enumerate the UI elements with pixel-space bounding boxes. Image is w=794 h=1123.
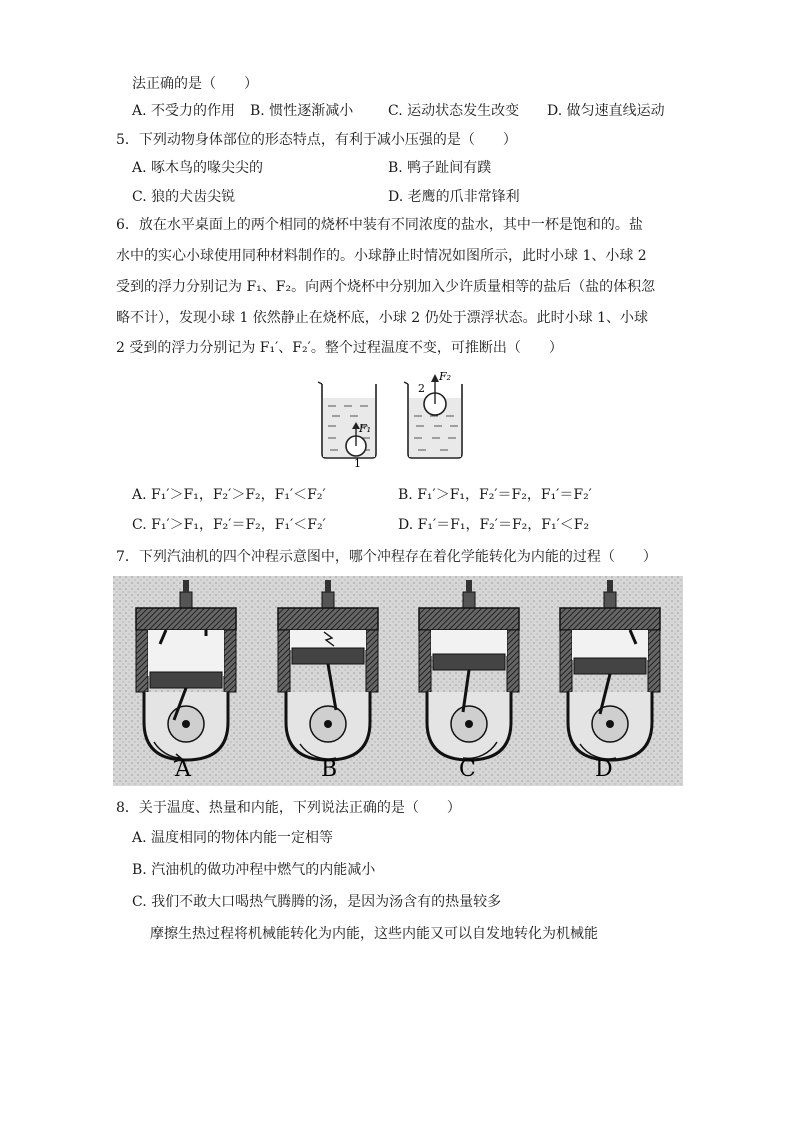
beakers-figure: [300, 368, 490, 468]
q5-option-c: C. 狼的犬齿尖锐: [132, 189, 236, 205]
q5-stem: 5．下列动物身体部位的形态特点，有利于减小压强的是（ ）: [116, 132, 517, 148]
q5-option-b: B. 鸭子趾间有蹼: [388, 160, 492, 176]
q8-option-c: C. 我们不敢大口喝热气腾腾的汤，是因为汤含有的热量较多: [132, 894, 502, 910]
q6-option-b: B. F₁′＞F₁，F₂′＝F₂，F₁′＝F₂′: [398, 487, 592, 503]
ball-2-label: 2: [418, 382, 425, 395]
q6-stem-line-5: 2 受到的浮力分别记为 F₁′、F₂′。整个过程温度不变，可推断出（ ）: [116, 340, 563, 356]
engine-d-label: D: [595, 757, 613, 782]
engine-a: [136, 580, 236, 762]
engine-strokes-figure: [113, 576, 683, 786]
q4-option-d: D. 做匀速直线运动: [547, 103, 665, 119]
force-1-label: F₁: [359, 422, 372, 435]
ball-1-label: 1: [354, 457, 361, 470]
q5-option-a: A. 啄木鸟的喙尖尖的: [132, 160, 264, 176]
q5-option-d: D. 老鹰的爪非常锋利: [388, 189, 520, 205]
q6-stem-line-1: 6．放在水平桌面上的两个相同的烧杯中装有不同浓度的盐水，其中一杯是饱和的。盐: [116, 217, 643, 233]
q8-stem: 8．关于温度、热量和内能，下列说法正确的是（ ）: [116, 800, 461, 816]
q6-stem-line-2: 水中的实心小球使用同种材料制作的。小球静止时情况如图所示，此时小球 1、小球 2: [116, 248, 647, 264]
beaker-2: [404, 370, 462, 458]
q8-option-d: 摩擦生热过程将机械能转化为内能，这些内能又可以自发地转化为机械能: [150, 926, 598, 942]
q6-stem-line-3: 受到的浮力分别记为 F₁、F₂。向两个烧杯中分别加入少许质量相等的盐后（盐的体积忽: [116, 279, 656, 295]
q6-option-a: A. F₁′＞F₁，F₂′＞F₂，F₁′＜F₂′: [132, 487, 326, 503]
q4-option-b: B. 惯性逐渐减小: [250, 103, 354, 119]
q6-option-c: C. F₁′＞F₁，F₂′＝F₂，F₁′＜F₂′: [132, 517, 326, 533]
beaker-1: [318, 382, 376, 470]
q8-option-b: B. 汽油机的做功冲程中燃气的内能减小: [132, 862, 376, 878]
engine-b-label: B: [321, 757, 338, 782]
q4-stem-tail: 法正确的是（ ）: [132, 76, 258, 92]
q6-stem-line-4: 略不计），发现小球 1 依然静止在烧杯底，小球 2 仍处于漂浮状态。此时小球 1、小球: [116, 310, 648, 326]
q7-stem: 7．下列汽油机的四个冲程示意图中，哪个冲程存在着化学能转化为内能的过程（ ）: [116, 549, 657, 565]
q4-option-a: A. 不受力的作用: [132, 103, 236, 119]
q8-option-a: A. 温度相同的物体内能一定相等: [132, 830, 334, 846]
engine-c-label: C: [459, 757, 476, 782]
force-2-label: F₂: [439, 370, 452, 383]
q6-option-d: D. F₁′＝F₁，F₂′＝F₂，F₁′＜F₂: [398, 517, 590, 533]
q4-option-c: C. 运动状态发生改变: [388, 103, 520, 119]
engine-a-label: A: [175, 757, 191, 782]
